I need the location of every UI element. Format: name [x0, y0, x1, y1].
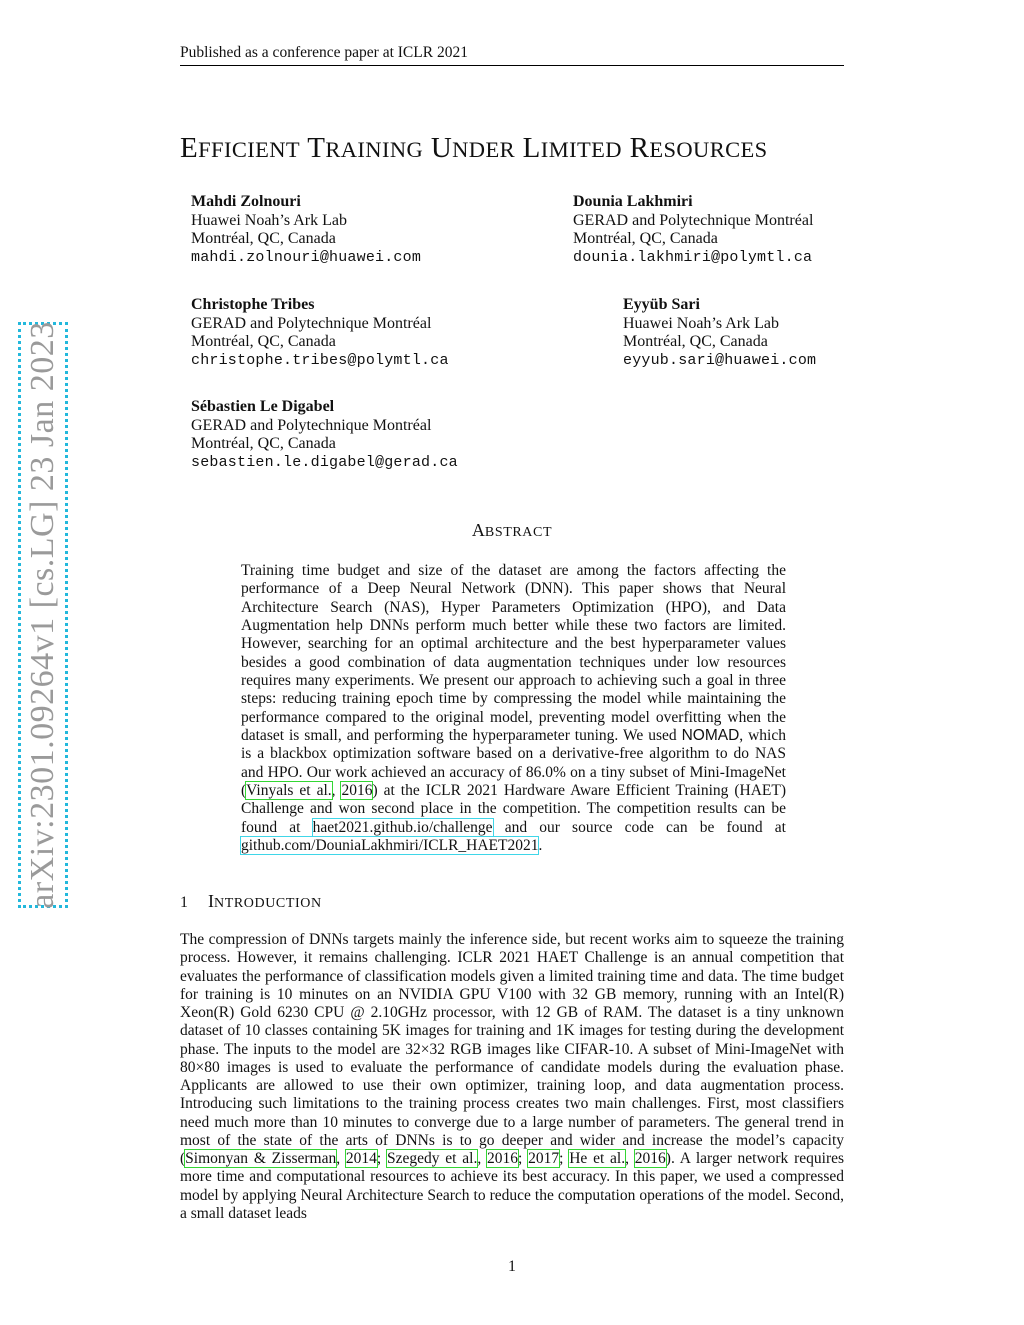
section-number: 1: [180, 894, 188, 911]
citation-year-link[interactable]: 2016: [634, 1150, 666, 1167]
author-affiliation: GERAD and Polytechnique Montréal: [573, 211, 814, 229]
page-number: 1: [508, 1258, 516, 1275]
author-location: Montréal, QC, Canada: [573, 230, 718, 248]
author-affiliation: Huawei Noah’s Ark Lab: [191, 211, 347, 229]
author-affiliation: GERAD and Polytechnique Montréal: [191, 314, 432, 332]
author-name: Eyyüb Sari: [623, 296, 700, 313]
author-name: Sébastien Le Digabel: [191, 398, 335, 415]
author-name: Christophe Tribes: [191, 296, 315, 313]
challenge-url-link[interactable]: haet2021.github.io/challenge: [312, 818, 493, 836]
abstract-heading: ABSTRACT: [471, 520, 553, 540]
arxiv-identifier: arXiv:2301.09264v1 [cs.LG] 23 Jan 2023: [24, 321, 61, 909]
citation-year-link[interactable]: 2017: [528, 1150, 560, 1167]
author-affiliation: GERAD and Polytechnique Montréal: [191, 416, 432, 434]
header-rule: [180, 65, 844, 66]
citation-year-link[interactable]: 2016: [341, 782, 373, 800]
author-block: [573, 193, 813, 267]
author-block: [191, 193, 421, 267]
citation-link[interactable]: Simonyan & Zisserman: [185, 1150, 337, 1167]
arxiv-stamp[interactable]: [18, 322, 68, 908]
author-email: mahdi.zolnouri@huawei.com: [191, 248, 422, 266]
citation-year-link[interactable]: 2016: [487, 1150, 519, 1167]
author-email: christophe.tribes@polymtl.ca: [191, 351, 449, 369]
introduction-body: The compression of DNNs targets mainly the inference side, but recent works aim to squeeze the training process. However, it remains challenging. ICLR 2021 HAET Challenge is an annual competition that evaluates the performance of classification models given a limited training time and data. The time budget for training is 10 minutes on an NVIDIA GPU V100 with 32 GB memory, running with an Intel(R) Xeon(R) Gold 6230 CPU @ 2.10GHz processor, with 12 GB of RAM. The dataset is a tiny unknown dataset of 10 classes containing 5K images for training and 1K images for testing during the development phase. The inputs to the model are 32×32 RGB images like CIFAR-10. A subset of Mini-ImageNet with 80×80 images is used to evaluate the performance of candidate models during the evaluation phase. Applicants are allowed to use their own optimizer, training loop, and data augmentation process. Introducing such limitations to the training process creates two main challenges. First, most classifiers need much more than 10 minutes to converge due to a large number of parameters. The general trend in most of the state of the arts of DNNs is to go deeper and wider and increase the model’s capacity (Simonyan & Zisserman, 2014; Szegedy et al., 2016; 2017; He et al., 2016). A larger network requires more time and computational resources to achieve its best accuracy. In this paper, we used a compressed model by applying Neural Architecture Search to reduce the computation operations of the model. Second, a small dataset leads: [180, 931, 845, 1222]
author-block: [191, 398, 458, 472]
section-heading-introduction: 1 INTRODUCTION: [180, 891, 322, 911]
author-name: Mahdi Zolnouri: [191, 193, 301, 210]
author-block: [623, 296, 816, 370]
citation-link[interactable]: Szegedy et al.: [387, 1150, 478, 1167]
author-affiliation: Huawei Noah’s Ark Lab: [623, 314, 779, 332]
citation-link[interactable]: Vinyals et al.: [246, 782, 332, 800]
author-location: Montréal, QC, Canada: [623, 333, 768, 351]
author-email: sebastien.le.digabel@gerad.ca: [191, 453, 458, 471]
abstract-body: Training time budget and size of the dataset are among the factors affecting the performance of a Deep Neural Network (DNN). This paper shows that Neural Architecture Search (NAS), Hyper Parameters Optimization (HPO), and Data Augmentation help DNNs perform much better while these two factors are limited. However, searching for an optimal architecture and the best hyperparameter values besides a good combination of data augmentation techniques under low resources requires many experiments. We present our approach to achieving such a goal in three steps: reducing training epoch time by compressing the model while maintaining the performance compared to the original model, preventing model overfitting when the dataset is small, and performing the hyperparameter tuning. We used NOMAD, which is a blackbox optimization software based on a derivative-free algorithm to do NAS and HPO. Our work achieved an accuracy of 86.0% on a tiny subset of Mini-ImageNet (Vinyals et al., 2016) at the ICLR 2021 Hardware Aware Efficient Training (HAET) Challenge and won second place in the competition. The competition results can be found at haet2021.github.io/challenge and our source code can be found at github.com/DouniaLakhmiri/ICLR_HAET2021.: [241, 562, 786, 855]
source-code-url-link[interactable]: github.com/DouniaLakhmiri/ICLR_HAET2021: [241, 837, 539, 855]
citation-link[interactable]: He et al.: [569, 1150, 626, 1167]
citation-year-link[interactable]: 2014: [345, 1150, 377, 1167]
author-email: dounia.lakhmiri@polymtl.ca: [573, 248, 813, 266]
author-block: [191, 296, 449, 370]
author-location: Montréal, QC, Canada: [191, 333, 336, 351]
paper-title: EFFICIENT TRAINING UNDER LIMITED RESOURCES: [180, 132, 768, 164]
author-name: Dounia Lakhmiri: [573, 193, 693, 210]
author-email: eyyub.sari@huawei.com: [623, 351, 817, 369]
author-location: Montréal, QC, Canada: [191, 230, 336, 248]
author-location: Montréal, QC, Canada: [191, 435, 336, 453]
running-header: Published as a conference paper at ICLR 2021: [180, 44, 468, 61]
nomad-software-name: NOMAD: [681, 727, 740, 745]
